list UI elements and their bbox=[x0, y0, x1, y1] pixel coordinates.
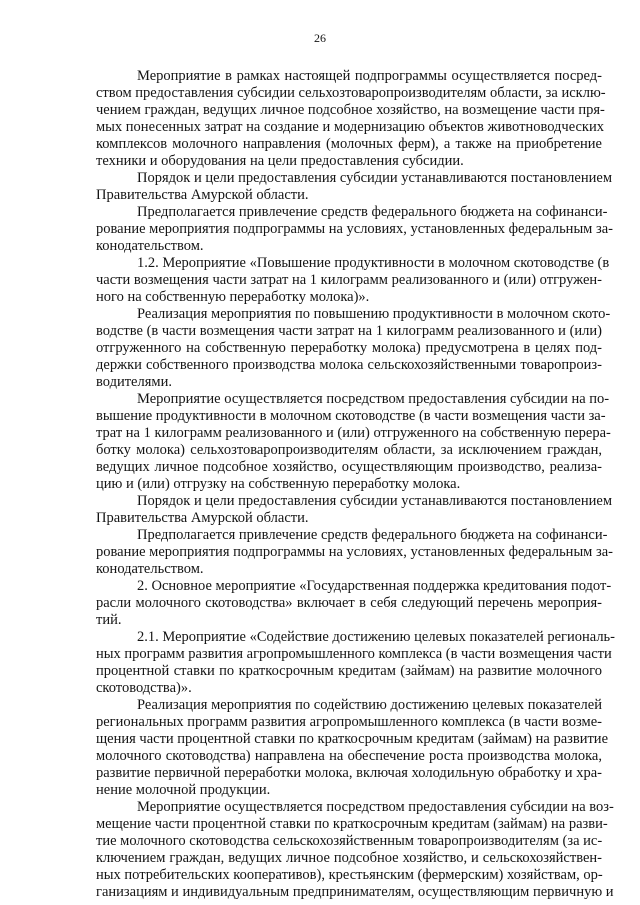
body-text-line: Порядок и цели предоставления субсидии устанавливаются постановлением bbox=[137, 493, 612, 509]
body-text-line: вышение продуктивности в молочном скотоводстве (в части возмещения части за- bbox=[96, 408, 606, 424]
body-text-line: Правительства Амурской области. bbox=[96, 187, 309, 203]
body-text-line: региональных программ развития агропромышленного комплекса (в части возме- bbox=[96, 714, 602, 730]
body-text-line: мых понесенных затрат на создание и модернизацию объектов животноводческих bbox=[96, 119, 604, 135]
body-text-line: ных потребительских кооперативов), крестьянским (фермерским) хозяйствам, ор- bbox=[96, 867, 603, 883]
body-text-line: мещение части процентной ставки по краткосрочным кредитам (займам) на разви- bbox=[96, 816, 608, 832]
body-text-line: конодательством. bbox=[96, 561, 204, 577]
body-text-line: Мероприятие осуществляется посредством предоставления субсидии на по- bbox=[137, 391, 610, 407]
section-heading-line: ных программ развития агропромышленного комплекса (в части возмещения части bbox=[96, 646, 612, 662]
body-text-line: щения части процентной ставки по краткосрочным кредитам (займам) на развитие bbox=[96, 731, 609, 747]
section-heading-line: 1.2. Мероприятие «Повышение продуктивности в молочном скотоводстве (в bbox=[137, 255, 610, 271]
section-heading-line: 2. Основное мероприятие «Государственная поддержка кредитования подот- bbox=[137, 578, 612, 594]
body-text-line: Мероприятие осуществляется посредством предоставления субсидии на воз- bbox=[137, 799, 614, 815]
section-heading-line: тий. bbox=[96, 612, 122, 628]
body-text-line: держки собственного производства молока сельскохозяйственными товаропроиз- bbox=[96, 357, 602, 373]
section-heading-line: процентной ставки по краткосрочным кредитам (займам) на развитие молочного bbox=[96, 663, 602, 679]
section-heading-line: ного на собственную переработку молока)». bbox=[96, 289, 370, 305]
section-heading-line: 2.1. Мероприятие «Содействие достижению целевых показателей региональ- bbox=[137, 629, 615, 645]
body-text-line: техники и оборудования на цели предоставления субсидии. bbox=[96, 153, 464, 169]
body-text-line: чением граждан, ведущих личное подсобное хозяйство, на возмещение части пря- bbox=[96, 102, 605, 118]
body-text-line: тие молочного скотоводства сельскохозяйственным товаропроизводителям (за ис- bbox=[96, 833, 603, 849]
body-text-line: Реализация мероприятия по повышению продуктивности в молочном ското- bbox=[137, 306, 611, 322]
body-text-line: ством предоставления субсидии сельхозтоваропроизводителям области, за исклю- bbox=[96, 85, 606, 101]
body-text-line: молочного скотоводства) направлена на обеспечение роста производства молока, bbox=[96, 748, 602, 764]
body-text-line: рование мероприятия подпрограммы на условиях, установленных федеральным за- bbox=[96, 544, 613, 560]
body-text-line: развитие первичной переработки молока, включая холодильную обработку и хра- bbox=[96, 765, 602, 781]
body-text-line: нение молочной продукции. bbox=[96, 782, 271, 798]
section-heading-line: части возмещения части затрат на 1 килограмм реализованного и (или) отгружен- bbox=[96, 272, 602, 288]
body-text-line: цию и (или) отгрузку на собственную переработку молока. bbox=[96, 476, 461, 492]
body-text-line: Реализация мероприятия по содействию достижению целевых показателей bbox=[137, 697, 602, 713]
body-text-line: Порядок и цели предоставления субсидии устанавливаются постановлением bbox=[137, 170, 612, 186]
body-text-line: ганизациям и индивидуальным предпринимателям, осуществляющим первичную и bbox=[96, 884, 614, 900]
body-text-line: водителями. bbox=[96, 374, 172, 390]
body-text-line: водстве (в части возмещения части затрат на 1 килограмм реализованного и (или) bbox=[96, 323, 602, 339]
body-text-line: ботку молока) сельхозтоваропроизводителям области, за исключением граждан, bbox=[96, 442, 602, 458]
body-text-line: Правительства Амурской области. bbox=[96, 510, 309, 526]
body-text-line: конодательством. bbox=[96, 238, 204, 254]
body-text-line: рование мероприятия подпрограммы на условиях, установленных федеральным за- bbox=[96, 221, 613, 237]
section-heading-line: скотоводства)». bbox=[96, 680, 192, 696]
body-text-line: ведущих личное подсобное хозяйство, осуществляющим производство, реализа- bbox=[96, 459, 602, 475]
body-text-line: ключением граждан, ведущих личное подсобное хозяйство, и сельскохозяйствен- bbox=[96, 850, 602, 866]
body-text-line: отгруженного на собственную переработку молока) предусмотрена в целях под- bbox=[96, 340, 602, 356]
body-text-line: Предполагается привлечение средств федерального бюджета на софинанси- bbox=[137, 204, 608, 220]
body-text-line: Мероприятие в рамках настоящей подпрограммы осуществляется посред- bbox=[137, 68, 602, 84]
body-text-line: трат на 1 килограмм реализованного и (или) отгруженного на собственную перера- bbox=[96, 425, 611, 441]
page-number: 26 bbox=[314, 31, 326, 45]
section-heading-line: расли молочного скотоводства» включает в себя следующий перечень мероприя- bbox=[96, 595, 602, 611]
body-text-line: Предполагается привлечение средств федерального бюджета на софинанси- bbox=[137, 527, 608, 543]
body-text-line: комплексов молочного направления (молочных ферм), а также на приобретение bbox=[96, 136, 602, 152]
